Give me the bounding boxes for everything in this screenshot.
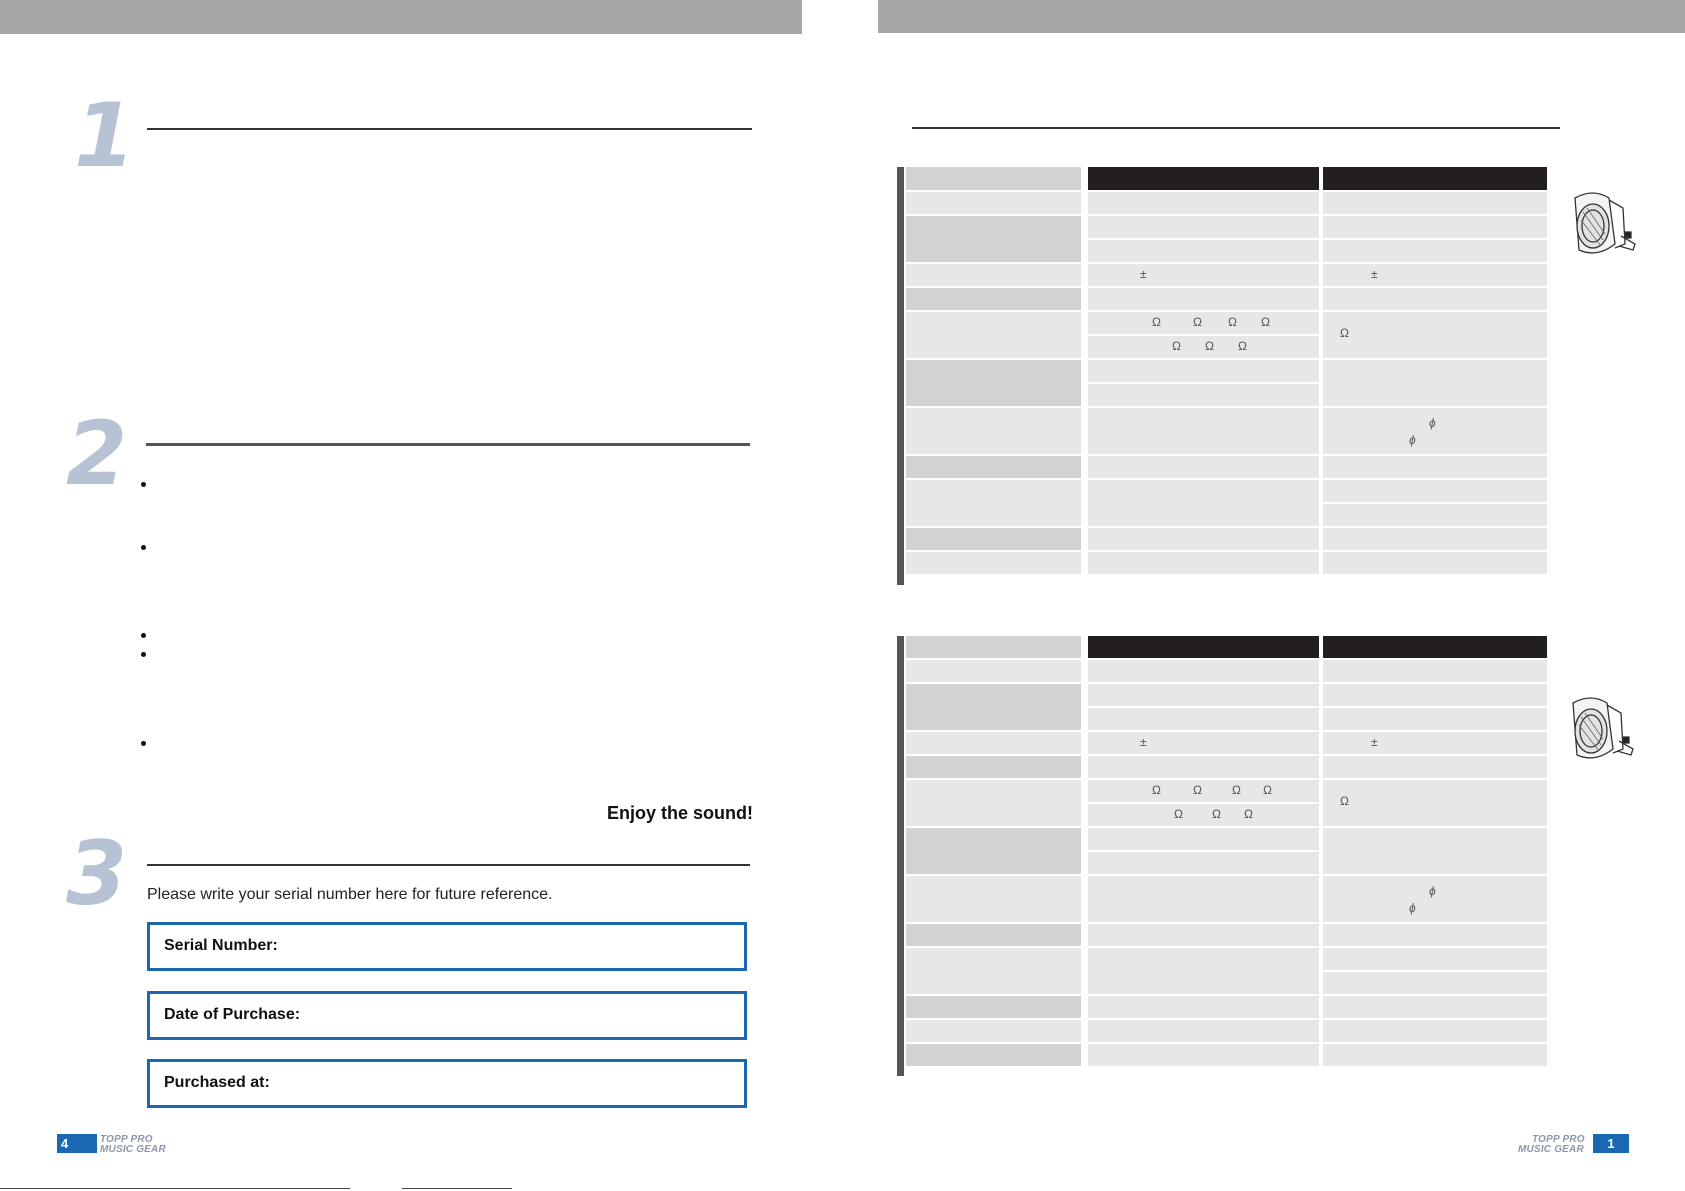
table1-row9-a: [1088, 480, 1319, 526]
left-brand-line-1: TOPP PRO: [100, 1134, 153, 1145]
table2-row6-a1: [1088, 828, 1319, 850]
table2-row5-a2: [1088, 804, 1319, 826]
table1-row3-b: [1323, 264, 1547, 286]
ohm-symbol: Ω: [1212, 807, 1221, 821]
table1-row11-label: [906, 552, 1081, 574]
table2-row1-label: [906, 660, 1081, 682]
table1-row5-b: [1323, 312, 1547, 358]
table2-row3-a: [1088, 732, 1319, 754]
table2-row12-a: [1088, 1044, 1319, 1066]
table2-row6-b: [1323, 828, 1547, 874]
table1-row8-b: [1323, 456, 1547, 478]
table1-row3-label: [906, 264, 1081, 286]
purchased-at-field[interactable]: [147, 1059, 747, 1108]
table1-row10-b: [1323, 528, 1547, 550]
table1-row8-a: [1088, 456, 1319, 478]
table2-row11-label: [906, 1020, 1081, 1042]
ohm-symbol: Ω: [1238, 339, 1247, 353]
table1-row11-a: [1088, 552, 1319, 574]
bullet-5: [141, 741, 146, 746]
table1-row8-label: [906, 456, 1081, 478]
table1-header-col-a: [1088, 167, 1319, 190]
table1-row2-b2: [1323, 240, 1547, 262]
ohm-symbol: Ω: [1205, 339, 1214, 353]
table2-row11-a: [1088, 1020, 1319, 1042]
table2-row10-label: [906, 996, 1081, 1018]
table1-row6-b: [1323, 360, 1547, 406]
serial-number-label: Serial Number:: [164, 937, 278, 954]
table2-row6-label: [906, 828, 1081, 874]
section-number-1: 1: [74, 84, 136, 187]
closing-line: Enjoy the sound!: [607, 803, 753, 823]
table1-row10-a: [1088, 528, 1319, 550]
section-number-2: 2: [66, 402, 128, 505]
table2-row3-b: [1323, 732, 1547, 754]
table1-header-label: [906, 167, 1081, 190]
speaker-illustration-1: [1563, 188, 1641, 278]
section-1-rule: [147, 128, 752, 130]
right-brand-line-2: MUSIC GEAR: [1518, 1144, 1584, 1155]
speaker-illustration-2: [1561, 693, 1639, 783]
date-of-purchase-label: Date of Purchase:: [164, 1006, 301, 1023]
left-brand-line-2: MUSIC GEAR: [100, 1144, 166, 1155]
table1-row4-label: [906, 288, 1081, 310]
table1-row5-a1: [1088, 312, 1319, 334]
table2-row2-label: [906, 684, 1081, 730]
table2-row9-a: [1088, 948, 1319, 994]
table1-row3-a: [1088, 264, 1319, 286]
table1-row1-label: [906, 192, 1081, 214]
plus-minus-symbol: ±: [1140, 267, 1147, 281]
serial-number-field[interactable]: [147, 922, 747, 971]
table1-row10-label: [906, 528, 1081, 550]
table2-row4-a: [1088, 756, 1319, 778]
table1-row9-label: [906, 480, 1081, 526]
table2-row7-b: [1323, 876, 1547, 922]
ohm-symbol: Ω: [1228, 315, 1237, 329]
table1-row11-b: [1323, 552, 1547, 574]
table2-row5-a1: [1088, 780, 1319, 802]
left-bottom-line-2: [402, 1188, 512, 1189]
left-page-header-bar: [0, 0, 802, 34]
purchased-at-label: Purchased at:: [164, 1074, 270, 1091]
right-page-header-bar: [878, 0, 1685, 33]
ohm-symbol: Ω: [1193, 315, 1202, 329]
ohm-symbol: Ω: [1193, 783, 1202, 797]
phi-symbol: ϕ: [1429, 416, 1436, 430]
section-3-rule: [147, 864, 750, 866]
ohm-symbol: Ω: [1232, 783, 1241, 797]
table2-row5-label: [906, 780, 1081, 826]
table2-row9-b1: [1323, 948, 1547, 970]
table2-row2-b1: [1323, 684, 1547, 706]
spec-table-1-side-bar: [897, 167, 904, 585]
phi-symbol: ϕ: [1429, 884, 1436, 898]
serial-note: Please write your serial number here for future reference.: [147, 886, 553, 903]
table2-row2-b2: [1323, 708, 1547, 730]
table2-row8-a: [1088, 924, 1319, 946]
table2-row7-a: [1088, 876, 1319, 922]
table1-row6-a1: [1088, 360, 1319, 382]
table1-row7-a: [1088, 408, 1319, 454]
table1-row7-b: [1323, 408, 1547, 454]
table1-row6-label: [906, 360, 1081, 406]
bullet-3: [141, 633, 146, 638]
table2-header-label: [906, 636, 1081, 658]
table2-row7-label: [906, 876, 1081, 922]
ohm-symbol: Ω: [1174, 807, 1183, 821]
ohm-symbol: Ω: [1340, 326, 1349, 340]
left-bottom-line: [0, 1188, 350, 1189]
ohm-symbol: Ω: [1172, 339, 1181, 353]
bullet-4: [141, 652, 146, 657]
section-number-3: 3: [66, 822, 128, 925]
plus-minus-symbol: ±: [1371, 267, 1378, 281]
plus-minus-symbol: ±: [1371, 735, 1378, 749]
table2-row3-label: [906, 732, 1081, 754]
left-page-number: 4: [57, 1134, 97, 1153]
spec-table-2: [897, 636, 1551, 1076]
ohm-symbol: Ω: [1152, 783, 1161, 797]
table2-row8-b: [1323, 924, 1547, 946]
table1-row4-a: [1088, 288, 1319, 310]
phi-symbol: ϕ: [1409, 901, 1416, 915]
table2-row11-b: [1323, 1020, 1547, 1042]
ohm-symbol: Ω: [1340, 794, 1349, 808]
table2-row4-b: [1323, 756, 1547, 778]
table2-row10-a: [1088, 996, 1319, 1018]
table2-row1-b: [1323, 660, 1547, 682]
ohm-symbol: Ω: [1261, 315, 1270, 329]
table1-row4-b: [1323, 288, 1547, 310]
table1-row2-label: [906, 216, 1081, 262]
table1-row1-a: [1088, 192, 1319, 214]
table1-row6-a2: [1088, 384, 1319, 406]
ohm-symbol: Ω: [1263, 783, 1272, 797]
plus-minus-symbol: ±: [1140, 735, 1147, 749]
bullet-1: [141, 482, 146, 487]
table2-row1-a: [1088, 660, 1319, 682]
table2-row6-a2: [1088, 852, 1319, 874]
table1-header-col-b: [1323, 167, 1547, 190]
table2-row2-a2: [1088, 708, 1319, 730]
table1-row7-label: [906, 408, 1081, 454]
phi-symbol: ϕ: [1409, 433, 1416, 447]
table2-header-col-a: [1088, 636, 1319, 658]
right-brand-line-1: TOPP PRO: [1532, 1134, 1585, 1145]
spec-table-1: [897, 167, 1551, 585]
date-of-purchase-field[interactable]: [147, 991, 747, 1040]
table1-row1-b: [1323, 192, 1547, 214]
table1-row5-label: [906, 312, 1081, 358]
table1-row9-b2: [1323, 504, 1547, 526]
table2-row12-label: [906, 1044, 1081, 1066]
table2-row4-label: [906, 756, 1081, 778]
bullet-2: [141, 545, 146, 550]
table2-row10-b: [1323, 996, 1547, 1018]
ohm-symbol: Ω: [1152, 315, 1161, 329]
table2-row2-a1: [1088, 684, 1319, 706]
table2-row12-b: [1323, 1044, 1547, 1066]
table1-row9-b1: [1323, 480, 1547, 502]
table2-row9-b2: [1323, 972, 1547, 994]
table1-row2-a2: [1088, 240, 1319, 262]
table2-row8-label: [906, 924, 1081, 946]
table1-row5-a2: [1088, 336, 1319, 358]
table1-row2-a1: [1088, 216, 1319, 238]
ohm-symbol: Ω: [1244, 807, 1253, 821]
right-page-number: 1: [1593, 1134, 1629, 1153]
table2-row9-label: [906, 948, 1081, 994]
spec-table-2-side-bar: [897, 636, 904, 1076]
right-title-rule: [912, 127, 1560, 129]
table2-header-col-b: [1323, 636, 1547, 658]
section-2-rule: [146, 443, 750, 446]
table1-row2-b1: [1323, 216, 1547, 238]
table2-row5-b: [1323, 780, 1547, 826]
